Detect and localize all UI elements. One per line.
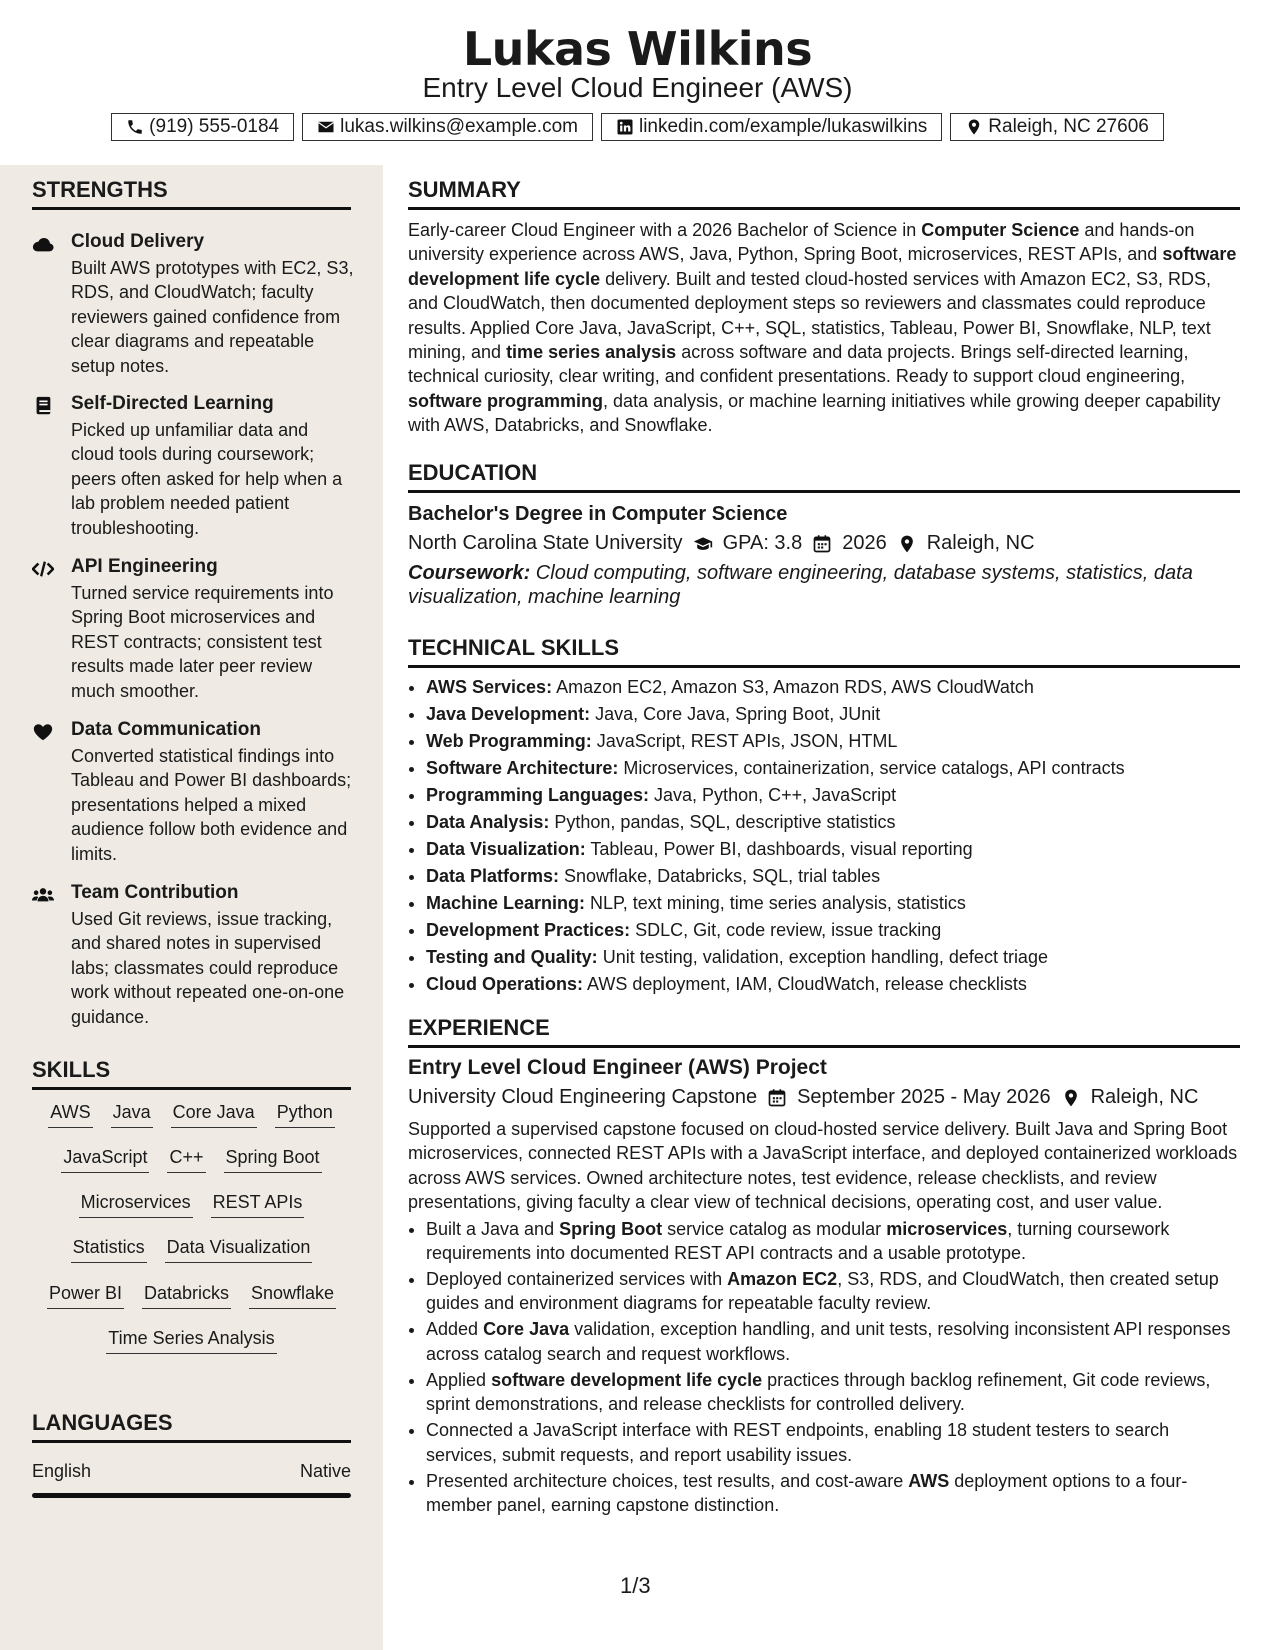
users-icon bbox=[32, 885, 54, 905]
skill-values: JavaScript, REST APIs, JSON, HTML bbox=[591, 731, 898, 751]
page-number: 1/3 bbox=[620, 1573, 651, 1598]
skills-row bbox=[32, 1102, 351, 1128]
cloud-icon bbox=[32, 234, 54, 254]
education-meta bbox=[408, 532, 1240, 555]
bullet-segment: Connected a JavaScript interface with REST endpoints, enabling 18 student testers to search services, submit requests, and report usability issues. bbox=[426, 1420, 1170, 1465]
contact-bar bbox=[0, 113, 1275, 141]
skill-category: Development Practices: bbox=[426, 920, 631, 940]
skill-chip: Microservices bbox=[79, 1192, 193, 1218]
phone-icon bbox=[126, 118, 144, 136]
experience-bullet bbox=[426, 1217, 1240, 1266]
contact-location bbox=[950, 113, 1164, 141]
strength-title: Self-Directed Learning bbox=[71, 393, 274, 414]
skill-category: Cloud Operations: bbox=[426, 974, 583, 994]
experience-section bbox=[408, 1015, 1240, 1519]
skill-values: SDLC, Git, code review, issue tracking bbox=[630, 920, 942, 940]
languages-section bbox=[32, 1410, 351, 1443]
bullet-segment: deployment options to a four-member panel, earning capstone distinction. bbox=[426, 1470, 1188, 1516]
summary-segment: across software and data projects. Brings self-directed learning, technical curiosity, clear writing, and confident presentations. Ready to support cloud engineering, bbox=[408, 342, 1189, 387]
bullet-segment: , turning coursework requirements into documented REST API contracts and a usable prototype. bbox=[426, 1218, 1170, 1264]
education-coursework bbox=[408, 561, 1240, 609]
experience-bullet bbox=[426, 1469, 1240, 1518]
technical-skill-item bbox=[426, 701, 1240, 728]
bullet-segment: , S3, RDS, and CloudWatch, then created setup guides and environment diagrams for repeatable faculty review. bbox=[426, 1269, 1219, 1314]
skill-values: NLP, text mining, time series analysis, statistics bbox=[585, 893, 966, 913]
experience-meta bbox=[408, 1086, 1240, 1109]
bullet-segment: Added bbox=[426, 1319, 484, 1340]
contact-email[interactable] bbox=[302, 113, 593, 141]
candidate-title: Entry Level Cloud Engineer (AWS) bbox=[422, 72, 853, 103]
skill-chip: Time Series Analysis bbox=[106, 1328, 276, 1354]
skill-category: Data Platforms: bbox=[426, 866, 560, 886]
technical-skill-item bbox=[426, 809, 1240, 836]
contact-linkedin-text: linkedin.com/example/lukaswilkins bbox=[638, 116, 928, 137]
skill-values: Microservices, containerization, service catalogs, API contracts bbox=[618, 758, 1125, 778]
sidebar bbox=[0, 165, 383, 1650]
experience-bullets bbox=[408, 1217, 1240, 1518]
skill-chip: Java bbox=[111, 1102, 153, 1128]
strength-desc: Built AWS prototypes with EC2, S3, RDS, and CloudWatch; faculty reviewers gained confidence from clear diagrams and repeatable setup notes. bbox=[71, 258, 354, 376]
summary-segment: delivery. Built and tested cloud-hosted services with Amazon EC2, S3, RDS, and CloudWatch, then documented deployment steps so reviewers and classmates could reproduce results. Applied Core Java, JavaScript, C++, SQL, statistics, Tableau, Power BI, Snowflake, NLP, text mining, and bbox=[408, 268, 1212, 363]
map-pin-icon bbox=[897, 534, 917, 554]
graduation-cap-icon bbox=[693, 534, 713, 554]
skill-chip: C++ bbox=[167, 1147, 205, 1173]
summary-segment: Early-career Cloud Engineer with a 2026 Bachelor of Science in bbox=[408, 220, 922, 240]
bullet-segment: practices through backlog refinement, Git code reviews, sprint demonstrations, and release checklists for controlled delivery. bbox=[426, 1369, 1211, 1415]
skill-chip: Python bbox=[275, 1102, 335, 1128]
strength-title: Cloud Delivery bbox=[71, 231, 205, 252]
skill-category: Software Architecture: bbox=[426, 758, 619, 778]
experience-dates: September 2025 - May 2026 bbox=[797, 1086, 1051, 1108]
heart-icon bbox=[32, 722, 54, 742]
technical-skill-item bbox=[426, 728, 1240, 755]
skill-chip: Spring Boot bbox=[224, 1147, 322, 1173]
skill-chip: Snowflake bbox=[249, 1283, 336, 1309]
skills-row bbox=[32, 1237, 351, 1263]
experience-bullet bbox=[426, 1368, 1240, 1417]
skill-values: Amazon EC2, Amazon S3, Amazon RDS, AWS CloudWatch bbox=[552, 677, 1034, 697]
experience-org: University Cloud Engineering Capstone bbox=[408, 1086, 758, 1108]
skill-values: Unit testing, validation, exception handling, defect triage bbox=[597, 947, 1048, 967]
technical-skill-item bbox=[426, 863, 1240, 890]
map-pin-icon bbox=[965, 118, 983, 136]
skill-chip: JavaScript bbox=[61, 1147, 149, 1173]
summary-bold: software programming bbox=[408, 390, 604, 411]
experience-role: Entry Level Cloud Engineer (AWS) Project bbox=[408, 1056, 827, 1079]
strengths-section bbox=[32, 177, 351, 210]
experience-bullet bbox=[426, 1267, 1240, 1316]
skill-category: Programming Languages: bbox=[426, 785, 650, 805]
skill-category: Testing and Quality: bbox=[426, 947, 598, 967]
linkedin-icon bbox=[616, 118, 634, 136]
technical-skill-item bbox=[426, 971, 1240, 998]
skills-row bbox=[32, 1283, 351, 1309]
resume-header bbox=[0, 0, 1275, 165]
strength-desc: Used Git reviews, issue tracking, and shared notes in supervised labs; classmates could reproduce work without repeated one-on-one guidance. bbox=[71, 909, 345, 1027]
skill-category: AWS Services: bbox=[426, 677, 553, 697]
bullet-segment: Presented architecture choices, test results, and cost-aware bbox=[426, 1470, 909, 1491]
map-pin-icon bbox=[1061, 1088, 1081, 1108]
skill-values: Snowflake, Databricks, SQL, trial tables bbox=[559, 866, 881, 886]
education-degree: Bachelor's Degree in Computer Science bbox=[408, 503, 788, 525]
education-year: 2026 bbox=[842, 532, 887, 554]
summary-segment: and hands-on university experience across AWS, Java, Python, Spring Boot, microservices, REST APIs, and bbox=[408, 220, 1195, 265]
strengths-heading: STRENGTHS bbox=[32, 177, 351, 210]
skill-category: Data Analysis: bbox=[426, 812, 550, 832]
strength-title: Data Communication bbox=[71, 719, 262, 740]
technical-skills-section bbox=[408, 635, 1240, 998]
contact-location-text: Raleigh, NC 27606 bbox=[988, 116, 1149, 137]
contact-phone[interactable] bbox=[111, 113, 294, 141]
technical-skills-heading: TECHNICAL SKILLS bbox=[408, 635, 1240, 668]
contact-email-text: lukas.wilkins@example.com bbox=[340, 116, 578, 137]
bullet-bold: Spring Boot bbox=[559, 1218, 663, 1239]
technical-skills-list bbox=[408, 674, 1240, 998]
bullet-bold: AWS bbox=[908, 1470, 950, 1491]
summary-heading: SUMMARY bbox=[408, 177, 1240, 210]
languages-heading: LANGUAGES bbox=[32, 1410, 351, 1443]
skill-values: Tableau, Power BI, dashboards, visual reporting bbox=[585, 839, 973, 859]
bullet-bold: Core Java bbox=[483, 1319, 570, 1340]
bullet-segment: Deployed containerized services with bbox=[426, 1269, 728, 1290]
technical-skill-item bbox=[426, 890, 1240, 917]
language-level: Native bbox=[299, 1461, 351, 1481]
skill-values: Java, Core Java, Spring Boot, JUnit bbox=[590, 704, 881, 724]
bullet-bold: Amazon EC2 bbox=[727, 1269, 838, 1290]
education-heading: EDUCATION bbox=[408, 460, 1240, 493]
experience-bullet bbox=[426, 1418, 1240, 1467]
technical-skill-item bbox=[426, 917, 1240, 944]
skill-category: Machine Learning: bbox=[426, 893, 586, 913]
skill-chip: AWS bbox=[48, 1102, 92, 1128]
bullet-segment: validation, exception handling, and unit tests, resolving inconsistent API responses across catalog search and request workflows. bbox=[426, 1319, 1231, 1364]
summary-bold: Computer Science bbox=[921, 220, 1080, 240]
code-icon bbox=[32, 559, 54, 579]
skill-category: Java Development: bbox=[426, 704, 591, 724]
bullet-segment: service catalog as modular bbox=[662, 1218, 887, 1239]
summary-bold: software development life cycle bbox=[408, 244, 1237, 289]
strength-desc: Picked up unfamiliar data and cloud tools during coursework; peers often asked for help when a lab problem needed patient troubleshooting. bbox=[71, 420, 343, 538]
book-icon bbox=[32, 396, 54, 416]
language-proficiency-bar bbox=[32, 1493, 351, 1498]
skill-chip: REST APIs bbox=[211, 1192, 305, 1218]
experience-heading: EXPERIENCE bbox=[408, 1015, 1240, 1048]
coursework-text: Cloud computing, software engineering, database systems, statistics, data visualization, machine learning bbox=[408, 562, 1193, 608]
skills-section bbox=[32, 1057, 351, 1090]
skills-row bbox=[32, 1192, 351, 1218]
summary-segment: , data analysis, or machine learning initiatives while growing deeper capability with AWS, Databricks, and Snowflake. bbox=[408, 390, 1221, 436]
skill-values: AWS deployment, IAM, CloudWatch, release checklists bbox=[583, 974, 1027, 994]
skill-chip: Core Java bbox=[171, 1102, 257, 1128]
language-name: English bbox=[32, 1461, 92, 1481]
bullet-bold: microservices bbox=[886, 1218, 1008, 1239]
skill-chip: Databricks bbox=[142, 1283, 231, 1309]
skill-values: Python, pandas, SQL, descriptive statistics bbox=[549, 812, 896, 832]
skills-row bbox=[32, 1328, 351, 1354]
summary-bold: time series analysis bbox=[506, 342, 677, 363]
education-location: Raleigh, NC bbox=[926, 532, 1035, 554]
experience-location: Raleigh, NC bbox=[1090, 1086, 1199, 1108]
technical-skill-item bbox=[426, 674, 1240, 701]
skill-chip: Power BI bbox=[47, 1283, 124, 1309]
technical-skill-item bbox=[426, 836, 1240, 863]
strength-title: API Engineering bbox=[71, 556, 218, 577]
skill-chip: Data Visualization bbox=[165, 1237, 313, 1263]
skills-row bbox=[32, 1147, 351, 1173]
education-gpa: GPA: 3.8 bbox=[722, 532, 803, 554]
candidate-name: Lukas Wilkins bbox=[462, 22, 813, 76]
technical-skill-item bbox=[426, 755, 1240, 782]
technical-skill-item bbox=[426, 944, 1240, 971]
skill-category: Web Programming: bbox=[426, 731, 592, 751]
skill-values: Java, Python, C++, JavaScript bbox=[649, 785, 897, 805]
skills-heading: SKILLS bbox=[32, 1057, 351, 1090]
bullet-segment: Applied bbox=[426, 1369, 492, 1390]
skill-chip: Statistics bbox=[71, 1237, 147, 1263]
skill-category: Data Visualization: bbox=[426, 839, 586, 859]
technical-skill-item bbox=[426, 782, 1240, 809]
coursework-label: Coursework: bbox=[408, 562, 531, 584]
strength-desc: Turned service requirements into Spring Boot microservices and REST contracts; consistent test results made later peer review much smoother. bbox=[71, 583, 334, 701]
language-row bbox=[32, 1461, 351, 1482]
envelope-icon bbox=[317, 118, 335, 136]
bullet-segment: Built a Java and bbox=[426, 1218, 560, 1239]
education-school: North Carolina State University bbox=[408, 532, 683, 554]
education-section bbox=[408, 460, 1240, 609]
summary-section bbox=[408, 177, 1240, 438]
contact-phone-text: (919) 555-0184 bbox=[149, 116, 280, 137]
calendar-icon bbox=[767, 1088, 787, 1108]
bullet-bold: software development life cycle bbox=[491, 1369, 763, 1390]
contact-linkedin[interactable] bbox=[601, 113, 942, 141]
calendar-icon bbox=[812, 534, 832, 554]
summary-text bbox=[408, 218, 1240, 438]
experience-summary: Supported a supervised capstone focused on cloud-hosted service delivery. Built Java and Spring Boot microservices, connected REST APIs with a JavaScript interface, and deployed containerized workloads across AWS services. Owned architecture notes, test evidence, release checklists, and review presentations, giving faculty a clear view of technical decisions, operating cost, and user value. bbox=[408, 1119, 1238, 1213]
experience-bullet bbox=[426, 1317, 1240, 1366]
strength-title: Team Contribution bbox=[71, 882, 239, 903]
strength-desc: Converted statistical findings into Tableau and Power BI dashboards; presentations helped a mixed audience follow both evidence and limits. bbox=[71, 746, 352, 864]
